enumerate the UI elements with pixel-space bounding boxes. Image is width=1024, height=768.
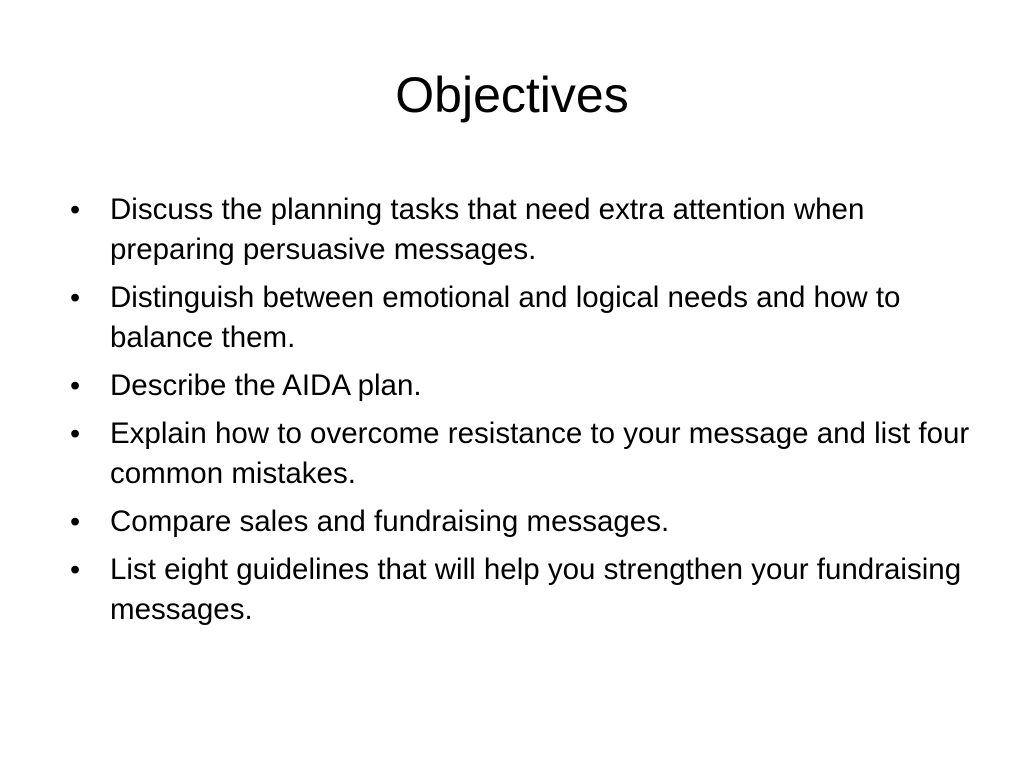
list-item-text: List eight guidelines that will help you strengthen your fundraising messages.: [110, 553, 962, 626]
bullet-icon: •: [70, 194, 81, 226]
bullet-icon: •: [70, 370, 81, 402]
list-item: [70, 190, 990, 270]
list-item: [70, 414, 990, 494]
bullet-icon: •: [70, 282, 81, 314]
slide-title: Objectives: [395, 67, 629, 123]
objectives-list: [70, 190, 990, 638]
list-item-text: Compare sales and fundraising messages.: [110, 505, 670, 538]
list-item-text: Distinguish between emotional and logical needs and how to balance them.: [110, 281, 901, 354]
list-item-text: Explain how to overcome resistance to your message and list four common mistakes.: [110, 417, 970, 490]
list-item-text: Discuss the planning tasks that need extra attention when preparing persuasive messages.: [110, 193, 865, 266]
list-item: [70, 278, 990, 358]
list-item: [70, 550, 990, 630]
list-item: [70, 502, 990, 542]
bullet-icon: •: [70, 418, 81, 450]
bullet-icon: •: [70, 506, 81, 538]
bullet-icon: •: [70, 554, 81, 586]
list-item: [70, 366, 990, 406]
list-item-text: Describe the AIDA plan.: [110, 369, 422, 402]
